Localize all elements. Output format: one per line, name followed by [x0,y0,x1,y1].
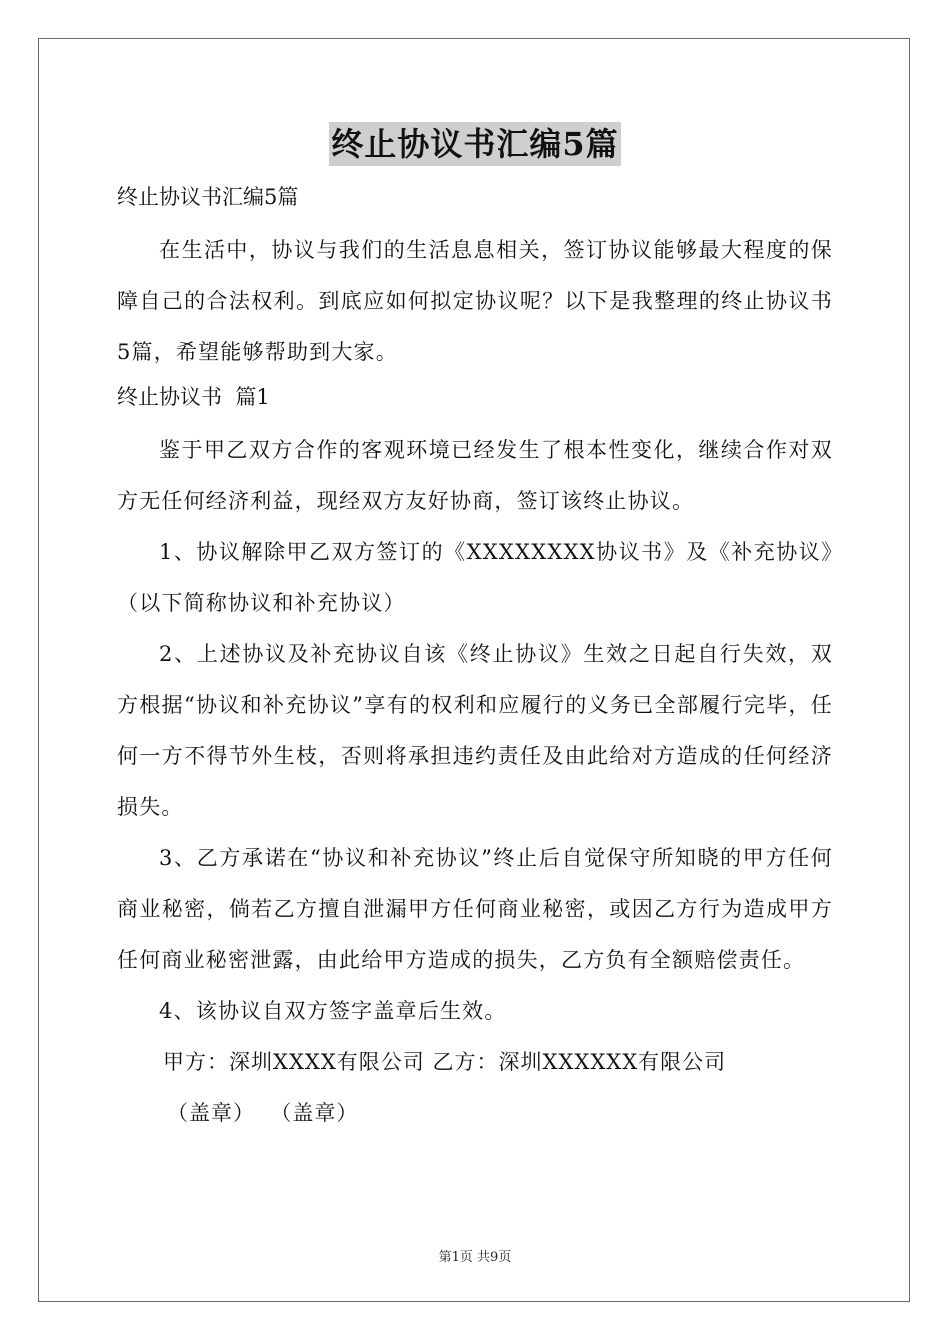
intro-paragraph: 在生活中，协议与我们的生活息息相关，签订协议能够最大程度的保障自己的合法权利。到底应如何拟定协议呢？以下是我整理的终止协议书5篇，希望能够帮助到大家。 [117,238,833,364]
seal-line: （盖章） （盖章） [167,1101,359,1125]
clause-4: 4、该协议自双方签字盖章后生效。 [159,999,507,1023]
clause-3: 3、乙方承诺在“协议和补充协议”终止后自觉保守所知晓的甲方任何商业秘密，倘若乙方擅自泄漏甲方任何商业秘密，或因乙方行为造成甲方任何商业秘密泄露，由此给甲方造成的损失，乙方负有全额赔偿责任。 [117,846,833,972]
page-footer: 第1页 共9页 [438,1250,512,1265]
document-subtitle: 终止协议书汇编5篇 [117,185,299,209]
document-title: 终止协议书汇编5篇 [329,122,620,166]
section-intro-paragraph: 鉴于甲乙双方合作的客观环境已经发生了根本性变化，继续合作对双方无任何经济利益，现经双方友好协商，签订该终止协议。 [117,438,833,513]
clause-1: 1、协议解除甲乙双方签订的《XXXXXXXX协议书》及《补充协议》（以下简称协议和补充协议） [117,540,833,615]
section-heading: 终止协议书 篇1 [117,385,270,409]
title-container [0,122,950,166]
clause-2: 2、上述协议及补充协议自该《终止协议》生效之日起自行失效，双方根据“协议和补充协议”享有的权利和应履行的义务已全部履行完毕，任何一方不得节外生枝，否则将承担违约责任及由此给对方造成的任何经济损失。 [117,642,833,819]
signature-line: 甲方：深圳XXXX有限公司 乙方：深圳XXXXXX有限公司 [163,1050,727,1074]
document-body [117,182,833,1139]
